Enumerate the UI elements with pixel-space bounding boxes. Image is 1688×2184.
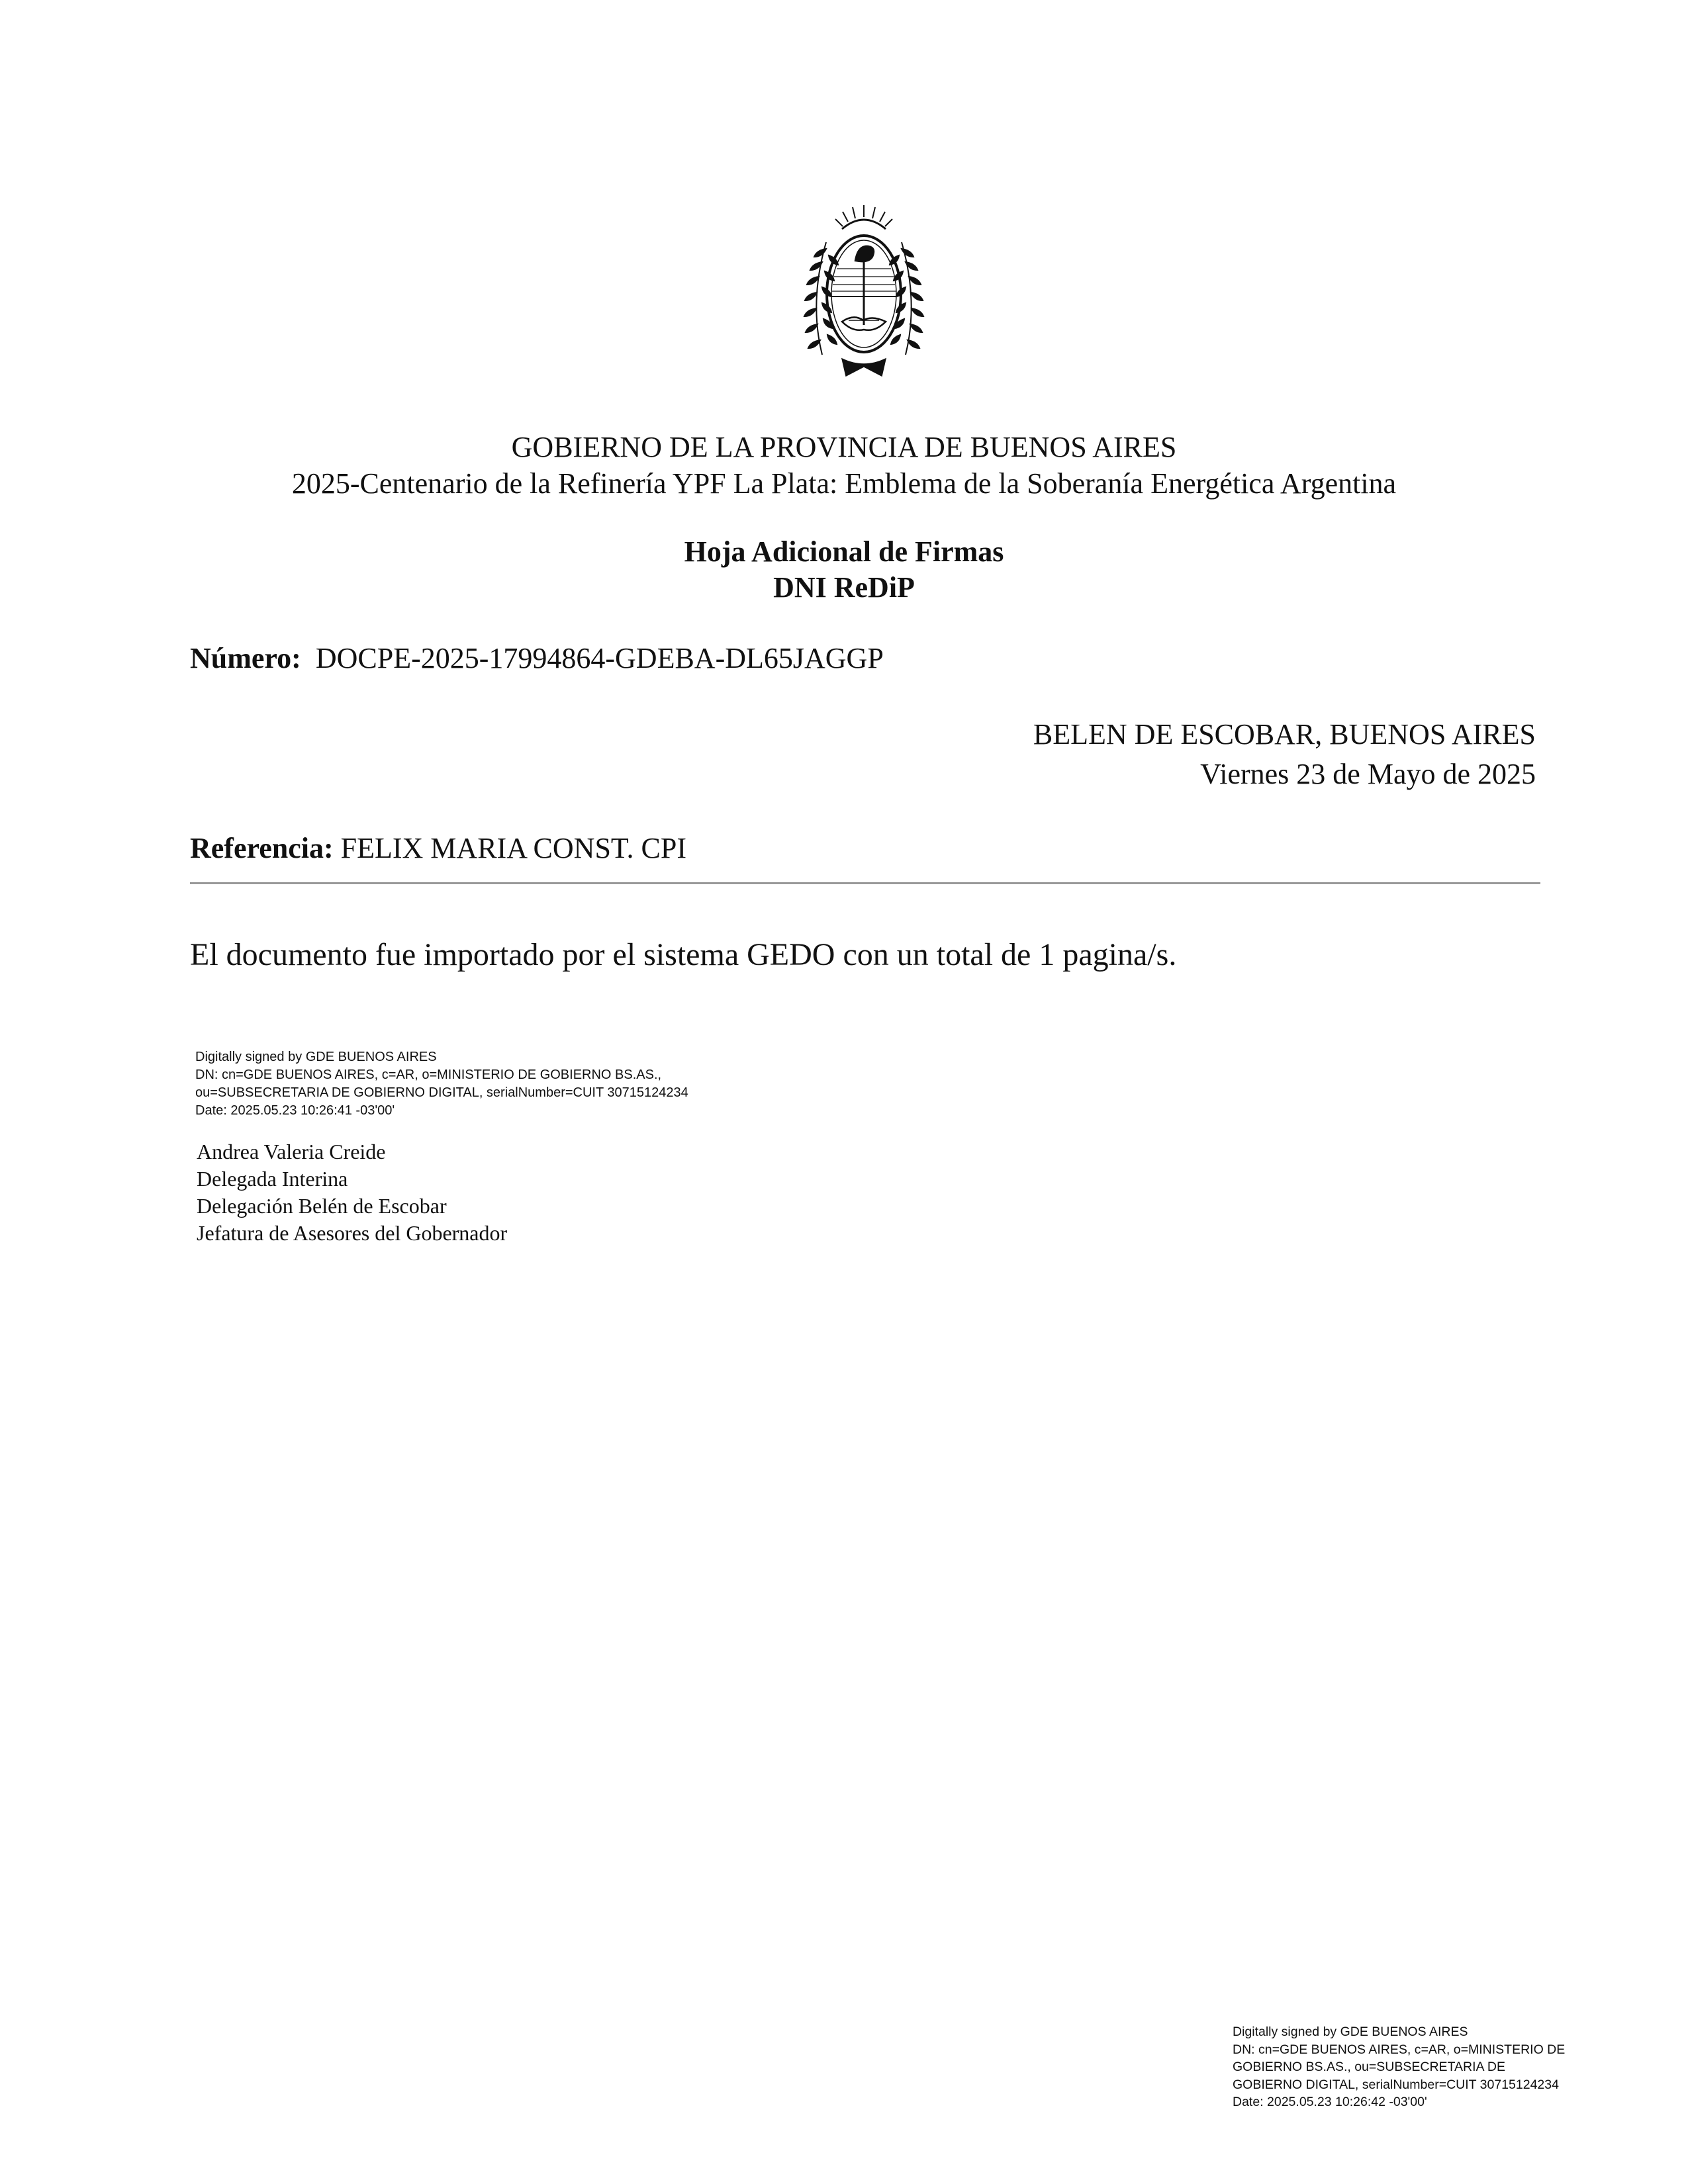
digital-signature-main [195, 1048, 688, 1120]
signature-line: GOBIERNO BS.AS., ou=SUBSECRETARIA DE [1233, 2060, 1505, 2074]
place-text: BELEN DE ESCOBAR, BUENOS AIRES [1033, 718, 1536, 751]
digital-signature-footer [1233, 2023, 1565, 2111]
document-title: Hoja Adicional de Firmas [684, 535, 1004, 568]
signer-block [197, 1138, 507, 1247]
numero-row [190, 640, 884, 677]
place-date-block [1033, 715, 1536, 794]
document-subtitle: DNI ReDiP [773, 571, 915, 604]
body-paragraph: El documento fue importado por el sistema GEDO con un total de 1 pagina/s. [190, 937, 1177, 972]
signer-department: Jefatura de Asesores del Gobernador [197, 1221, 508, 1245]
signature-line: Date: 2025.05.23 10:26:41 -03'00' [195, 1103, 395, 1118]
signer-position: Delegada Interina [197, 1167, 348, 1191]
government-heading: GOBIERNO DE LA PROVINCIA DE BUENOS AIRES [511, 431, 1177, 463]
signature-line: ou=SUBSECRETARIA DE GOBIERNO DIGITAL, serialNumber=CUIT 30715124234 [195, 1085, 688, 1100]
referencia-row [190, 830, 686, 867]
signature-line: Digitally signed by GDE BUENOS AIRES [1233, 2025, 1468, 2039]
signature-line: DN: cn=GDE BUENOS AIRES, c=AR, o=MINISTERIO DE GOBIERNO BS.AS., [195, 1068, 662, 1082]
date-text: Viernes 23 de Mayo de 2025 [1200, 758, 1536, 790]
signature-line: DN: cn=GDE BUENOS AIRES, c=AR, o=MINISTERIO DE [1233, 2042, 1566, 2057]
divider-rule [190, 882, 1540, 884]
signature-line: Digitally signed by GDE BUENOS AIRES [195, 1050, 437, 1064]
referencia-value: FELIX MARIA CONST. CPI [340, 832, 686, 864]
signature-line: Date: 2025.05.23 10:26:42 -03'00' [1233, 2095, 1427, 2109]
referencia-label: Referencia: [190, 832, 334, 864]
signer-office: Delegación Belén de Escobar [197, 1194, 447, 1218]
numero-value: DOCPE-2025-17994864-GDEBA-DL65JAGGP [315, 642, 884, 674]
numero-label: Número: [190, 642, 301, 674]
signer-name: Andrea Valeria Creide [197, 1140, 386, 1163]
coat-of-arms-seal [802, 203, 925, 381]
signature-line: GOBIERNO DIGITAL, serialNumber=CUIT 30715124234 [1233, 2077, 1559, 2092]
motto-line: 2025-Centenario de la Refinería YPF La Plata: Emblema de la Soberanía Energética Argentina [291, 467, 1397, 500]
